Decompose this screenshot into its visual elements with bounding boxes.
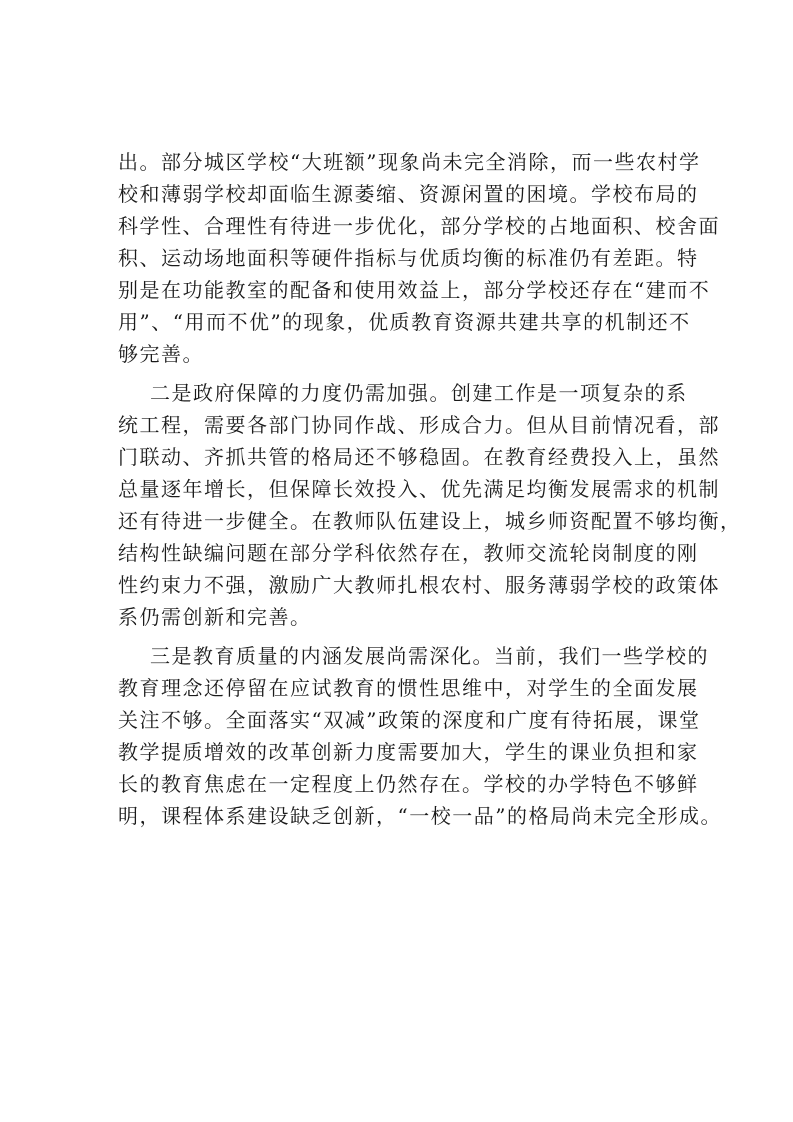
text-line: 结构性缺编问题在部分学科依然存在，教师交流轮岗制度的刚 <box>118 541 699 565</box>
text-line: 门联动、齐抓共管的格局还不够稳固。在教育经费投入上，虽然 <box>118 445 720 469</box>
text-line: 总量逐年增长，但保障长效投入、优先满足均衡发展需求的机制 <box>118 477 720 501</box>
document-body <box>118 146 742 832</box>
paragraph-2 <box>118 377 742 633</box>
text-line: 别是在功能教室的配备和使用效益上，部分学校还存在“建而不 <box>118 278 711 302</box>
text-line: 系仍需创新和完善。 <box>118 605 312 629</box>
text-line: 够完善。 <box>118 342 204 366</box>
text-line: 校和薄弱学校却面临生源萎缩、资源闲置的困境。学校布局的 <box>118 182 699 206</box>
text-line: 明，课程体系建设缺乏创新，“一校一品”的格局尚未完全形成。 <box>118 804 722 828</box>
text-line: 还有待进一步健全。在教师队伍建设上，城乡师资配置不够均衡， <box>118 509 742 533</box>
text-line: 教育理念还停留在应试教育的惯性思维中，对学生的全面发展 <box>118 676 699 700</box>
text-line: 出。部分城区学校“大班额”现象尚未完全消除，而一些农村学 <box>118 150 701 174</box>
text-line: 性约束力不强，激励广大教师扎根农村、服务薄弱学校的政策体 <box>118 573 720 597</box>
text-line: 二是政府保障的力度仍需加强。创建工作是一项复杂的系 <box>150 381 688 405</box>
text-line: 科学性、合理性有待进一步优化，部分学校的占地面积、校舍面 <box>118 214 720 238</box>
paragraph-3 <box>118 640 722 832</box>
text-line: 用”、“用而不优”的现象，优质教育资源共建共享的机制还不 <box>118 310 691 334</box>
paragraph-1 <box>118 146 720 370</box>
text-line: 教学提质增效的改革创新力度需要加大，学生的课业负担和家 <box>118 740 699 764</box>
text-line: 积、运动场地面积等硬件指标与优质均衡的标准仍有差距。特 <box>118 246 699 270</box>
text-line: 关注不够。全面落实“双减”政策的深度和广度有待拓展，课堂 <box>118 708 701 732</box>
text-line: 长的教育焦虑在一定程度上仍然存在。学校的办学特色不够鲜 <box>118 772 699 796</box>
text-line: 统工程，需要各部门协同作战、形成合力。但从目前情况看，部 <box>118 413 720 437</box>
text-line: 三是教育质量的内涵发展尚需深化。当前，我们一些学校的 <box>150 644 709 668</box>
